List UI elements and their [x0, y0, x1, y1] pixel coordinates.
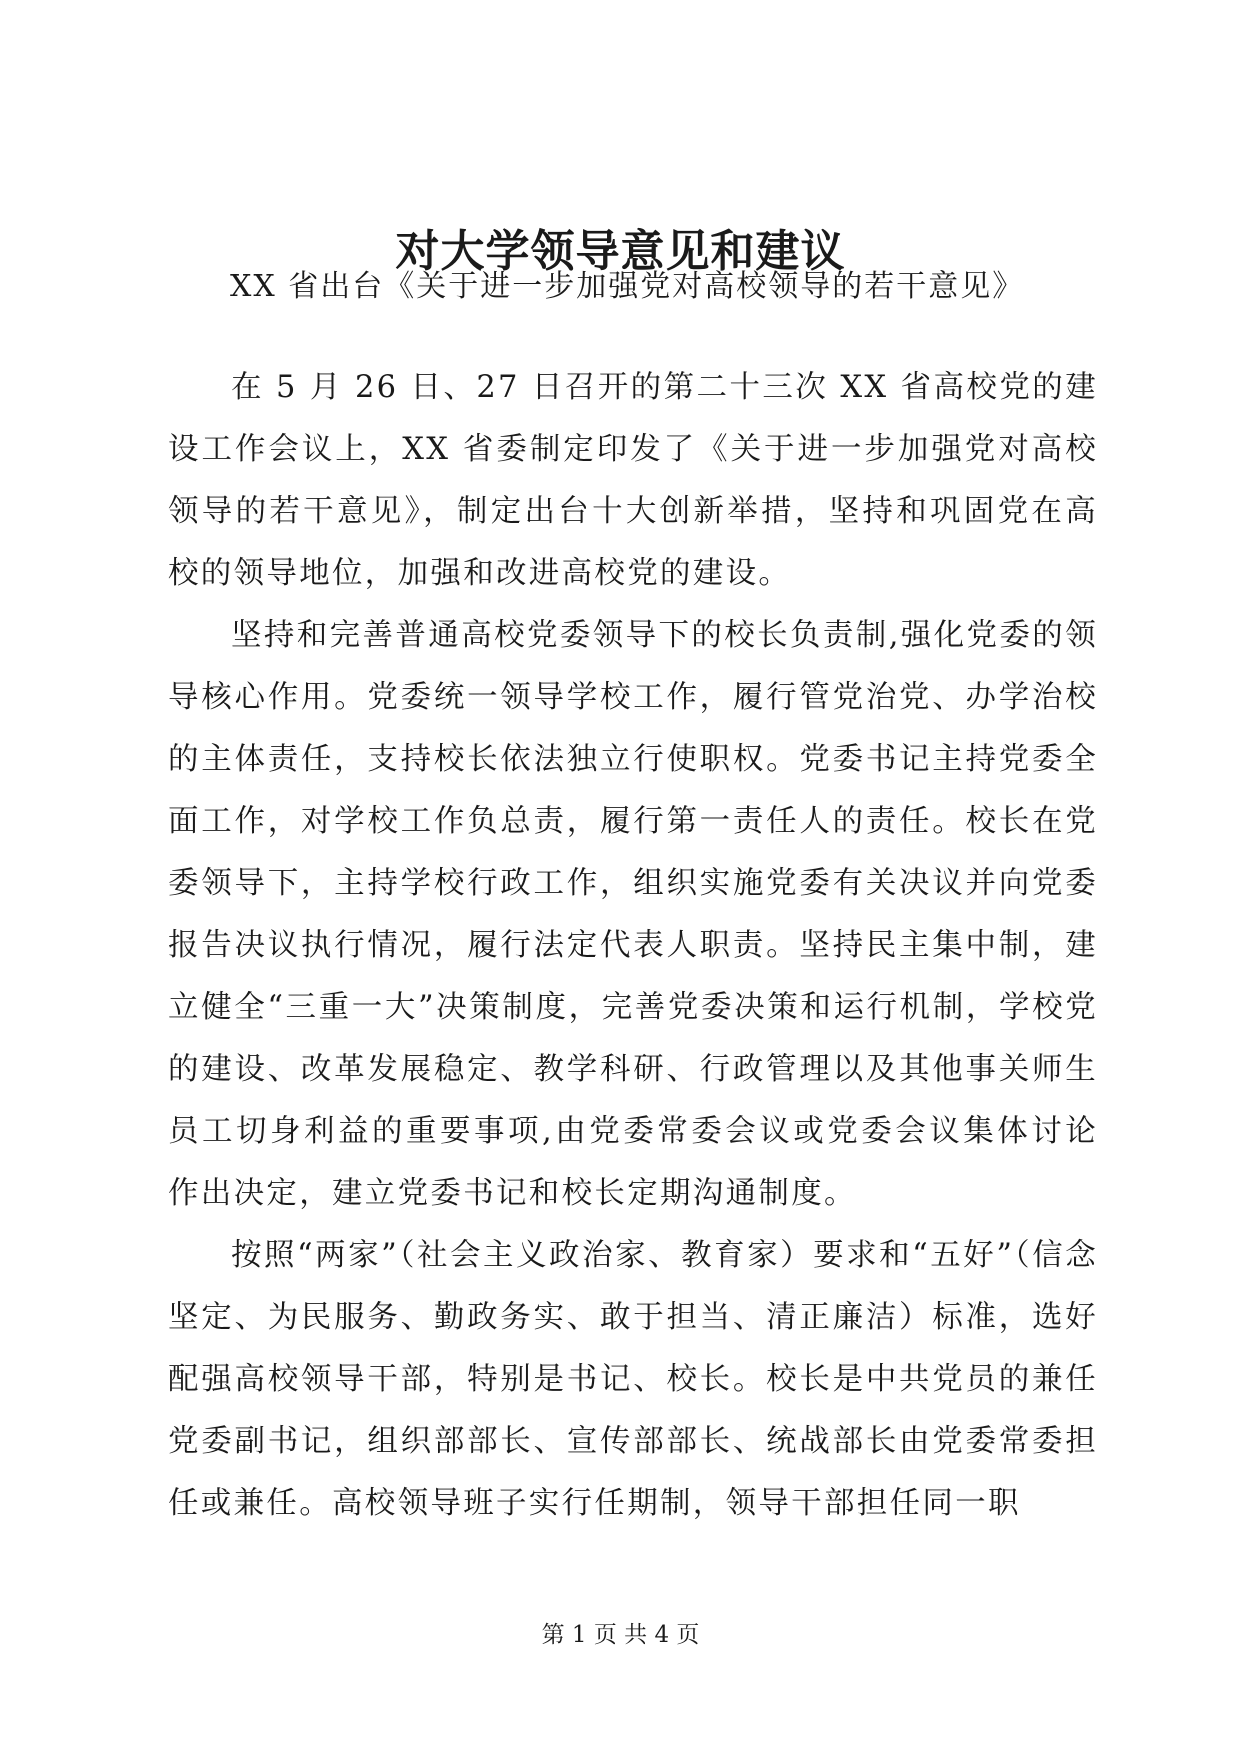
paragraph: 坚持和完善普通高校党委领导下的校长负责制,强化党委的领导核心作用。党委统一领导学校工作，履行管党治党、办学治校的主体责任，支持校长依法独立行使职权。党委书记主持党委全面工作，对学校工作负总责，履行第一责任人的责任。校长在党委领导下，主持学校行政工作，组织实施党委有关决议并向党委报告决议执行情况，履行法定代表人职责。坚持民主集中制，建立健全“三重一大”决策制度，完善党委决策和运行机制，学校党的建设、改革发展稳定、教学科研、行政管理以及其他事关师生员工切身利益的重要事项,由党委常委会议或党委会议集体讨论作出决定，建立党委书记和校长定期沟通制度。 — [168, 618, 1098, 1211]
document-body — [168, 357, 1098, 1535]
document-title: 对大学领导意见和建议 — [395, 226, 846, 277]
page-number-footer: 第 1 页 共 4 页 — [541, 1622, 700, 1648]
document-subtitle: XX 省出台《关于进一步加强党对高校领导的若干意见》 — [230, 269, 1025, 304]
paragraph: 在 5 月 26 日、27 日召开的第二十三次 XX 省高校党的建设工作会议上，XX 省委制定印发了《关于进一步加强党对高校领导的若干意见》，制定出台十大创新举措，坚持和巩固党在高校的领导地位，加强和改进高校党的建设。 — [168, 370, 1098, 591]
paragraph: 按照“两家”（社会主义政治家、教育家）要求和“五好”（信念坚定、为民服务、勤政务实、敢于担当、清正廉洁）标准，选好配强高校领导干部，特别是书记、校长。校长是中共党员的兼任党委副书记，组织部部长、宣传部部长、统战部长由党委常委担任或兼任。高校领导班子实行任期制，领导干部担任同一职 — [168, 1238, 1098, 1521]
